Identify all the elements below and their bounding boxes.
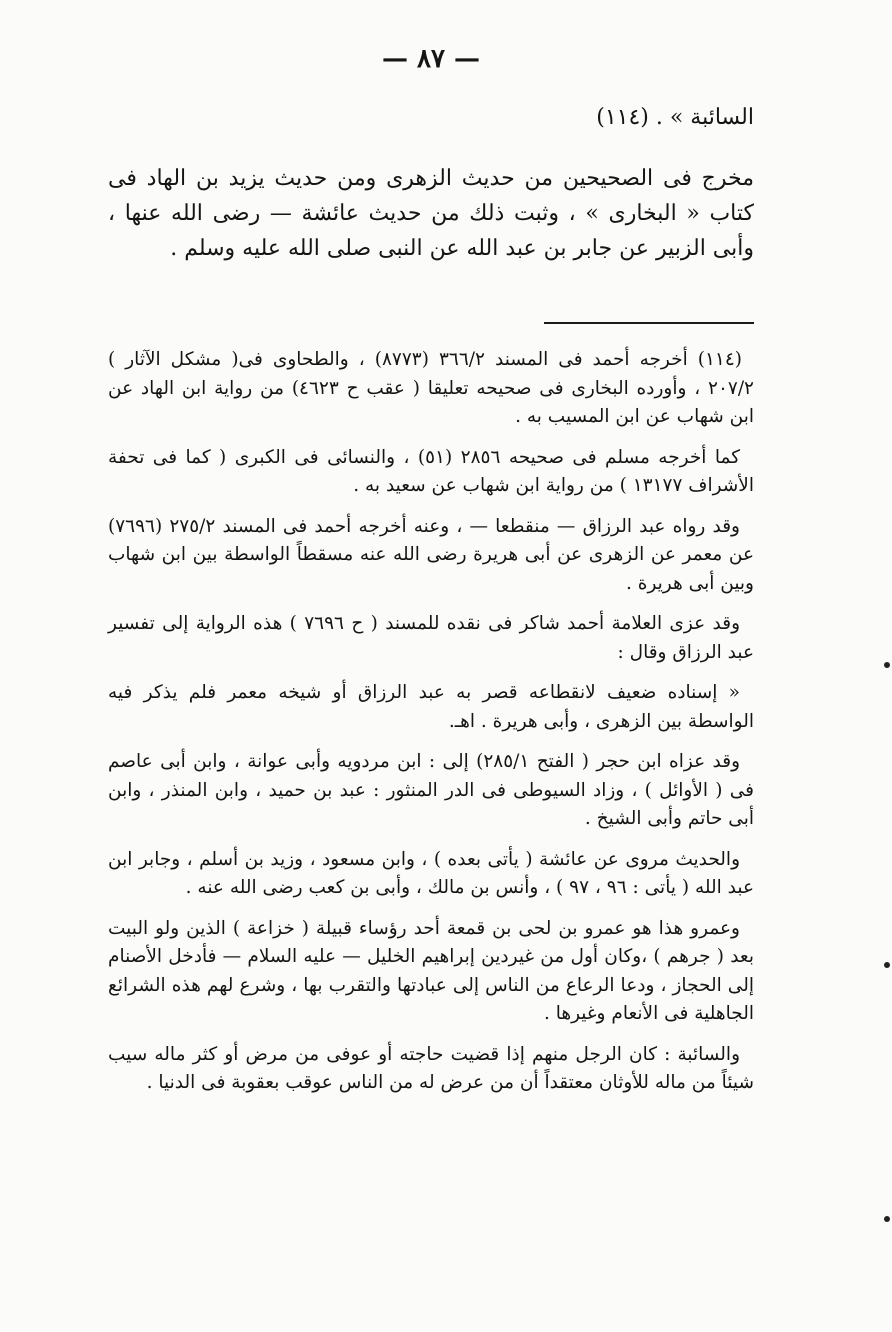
margin-mark: [884, 1216, 890, 1222]
margin-mark: [884, 662, 890, 668]
main-paragraph: مخرج فى الصحيحين من حديث الزهرى ومن حديث يزيد بن الهاد فى كتاب « البخارى » ، وثبت ذلك من حديث عائشة — رضى الله عنها ، وأبى الزبير عن جابر بن عبد الله عن النبى صلى الله عليه وسلم .: [108, 166, 754, 261]
footnote-paragraph: « إسناده ضعيف لانقطاعه قصر به عبد الرزاق أو شيخه معمر فلم يذكر فيه الواسطة بين الزهرى ، وأبى هريرة . اهـ.: [108, 682, 754, 732]
footnote-paragraph: وقد رواه عبد الرزاق — منقطعا — ، وعنه أخرجه أحمد فى المسند ٢٧٥/٢ (٧٦٩٦) عن معمر عن الزهرى عن أبى هريرة رضى الله عنه مسقطاً الواسطة بين ابن شهاب وبين أبى هريرة .: [108, 515, 754, 594]
footnotes: [108, 346, 754, 1110]
footnote-paragraph: وعمرو هذا هو عمرو بن لحى بن قمعة أحد رؤساء قبيلة ( خزاعة ) الذين ولو البيت بعد ( جرهم ) ،وكان أول من غيردين إبراهيم الخليل — عليه السلام — فأدخل الأصنام إلى الحجاز ، ودعا الرعاع من الناس إلى عبادتها والتقرب بها ، وشرع لهم هذه الشرائع الجاهلية فى الأنعام وغيرها .: [108, 917, 754, 1024]
footnote-paragraph: وقد عزى العلامة أحمد شاكر فى نقده للمسند ( ح ٧٦٩٦ ) هذه الرواية إلى تفسير عبد الرزاق وقال :: [108, 613, 754, 663]
main-lead-line: السائبة » . (١١٤): [596, 105, 754, 130]
margin-mark: [884, 962, 890, 968]
footnote-paragraph: كما أخرجه مسلم فى صحيحه ٢٨٥٦ (٥١) ، والنسائى فى الكبرى ( كما فى تحفة الأشراف ١٣١٧٧ ) من رواية ابن شهاب عن سعيد به .: [108, 446, 754, 496]
footnote-paragraph: والسائبة : كان الرجل منهم إذا قضيت حاجته أو عوفى من مرض أو كثر ماله سيب شيئاً من ماله للأوثان معتقداً أن من عرض له من الناس عوقب بعقوبة فى الدنيا .: [108, 1043, 754, 1093]
footnote-paragraph: وقد عزاه ابن حجر ( الفتح ٢٨٥/١) إلى : ابن مردويه وأبى عوانة ، وابن أبى عاصم فى ( الأوائل ) ، وزاد السيوطى فى الدر المنثور : عبد بن حميد ، وابن المنذر ، وابن أبى حاتم وأبى الشيخ .: [108, 751, 754, 829]
footnote-paragraph: والحديث مروى عن عائشة ( يأتى بعده ) ، وابن مسعود ، وزيد بن أسلم ، وجابر ابن عبد الله ( يأتى : ٩٦ ، ٩٧ ) ، وأنس بن مالك ، وأبى بن كعب رضى الله عنه .: [108, 848, 754, 898]
main-text: [108, 100, 754, 266]
book-page: [108, 0, 754, 1332]
footnote-separator: [544, 322, 754, 324]
footnote-paragraph: (١١٤) أخرجه أحمد فى المسند ٣٦٦/٢ (٨٧٧٣) ، والطحاوى فى( مشكل الآثار ) ٢٠٧/٢ ، وأورده البخارى فى صحيحه تعليقا ( عقب ح ٤٦٢٣) من رواية ابن الهاد عن ابن شهاب عن ابن المسيب به .: [108, 349, 754, 427]
page-number: — ٨٧ —: [381, 44, 481, 74]
